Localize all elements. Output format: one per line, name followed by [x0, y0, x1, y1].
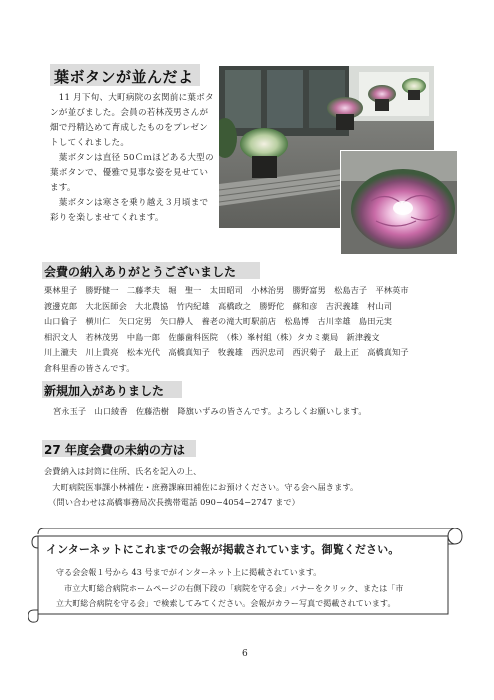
kale-line: 葉ボタンで、優雅で見事な姿を見せてい: [50, 168, 209, 178]
member-row: 渡邊克郎 大北医師会 大北農協 竹内紀雄 高橋政之 勝野佗 蘇和彦 吉沢義雄 村山司: [44, 300, 393, 311]
banner-line: 立大町総合病院を守る会」で検索してみてください。会報がカラー写真で掲載されています。: [56, 599, 396, 608]
fees-member-list: [44, 283, 464, 377]
newmembers-title: 新規加入がありました: [44, 384, 165, 398]
unpaid-title: 27 年度会費の未納の方は: [44, 443, 185, 457]
member-row: 川上瀧夫 川上貴亮 松本光代 高橋真知子 牧義雄 西沢忠司 西沢菊子 最上正 高橋真知子: [44, 347, 409, 358]
kale-line: トしてくれました。: [50, 138, 130, 148]
purple-kale-photo: [340, 150, 458, 255]
newmembers-heading: [42, 381, 182, 398]
unpaid-line: （問い合わせは高橋事務局次長携帯電話 090−4054−2747 まで）: [44, 497, 300, 507]
kale-body: [50, 91, 220, 226]
kale-line: ンが並びました。会員の若林茂男さんが: [50, 108, 209, 118]
newmembers-text: 宮永玉子 山口綾香 佐藤浩樹 降旗いずみの皆さんです。よろしくお願いします。: [53, 406, 367, 416]
fees-heading: [42, 262, 260, 279]
kale-line: ます。: [50, 183, 76, 193]
banner-body: [56, 565, 460, 612]
banner-title: インターネットにこれまでの会報が掲載されています。御覧ください。: [46, 543, 400, 556]
unpaid-line: 大町病院医事課小林補佐・庶務課麻田補佐にお預けください。守る会へ届きます。: [44, 481, 359, 492]
unpaid-line: 会費納入は封筒に住所、氏名を記入の上、: [44, 466, 202, 476]
member-row: 倉科里香の皆さんです。: [44, 362, 135, 373]
unpaid-body: [44, 464, 464, 511]
unpaid-heading: [42, 440, 196, 457]
kale-line: 彩りを楽しませてくれます。: [50, 213, 164, 223]
banner-line: 市立大町総合病院ホームページの右側下段の「病院を守る会」バナーをクリック、または「市: [56, 583, 404, 593]
kale-title: 葉ボタンが並んだよ: [54, 68, 194, 86]
kale-line: 11 月下旬、大町病院の玄関前に葉ボタ: [50, 93, 214, 103]
kale-line: 葉ボタンは直径 50Ｃｍほどある大型の: [50, 153, 214, 163]
member-row: 栗林里子 勝野健一 二藤孝夫 堀 聖一 太田昭司 小林治男 勝野富男 松島吉子 平林英市: [44, 285, 409, 295]
page-number: 6: [242, 649, 248, 659]
kale-line: 畑で丹精込めて育成したものをプレゼン: [50, 123, 208, 133]
kale-line: 葉ボタンは寒さを乗り越え３月頃まで: [50, 198, 209, 208]
kale-heading: [50, 64, 200, 86]
member-row: 山口倫子 横川仁 矢口定男 矢口静人 養老の滝大町駅前店 松島博 古川幸雄 島田元実: [44, 316, 393, 327]
member-row: 相沢文人 若林茂男 中島一郎 佐藤歯科医院 （株）峯村組（株）タカミ薬局 新津義文: [44, 331, 380, 342]
banner-line: 守る会会報１号から 43 号までがインターネット上に掲載されています。: [56, 568, 322, 577]
fees-title: 会費の納入ありがとうございました: [44, 265, 237, 279]
